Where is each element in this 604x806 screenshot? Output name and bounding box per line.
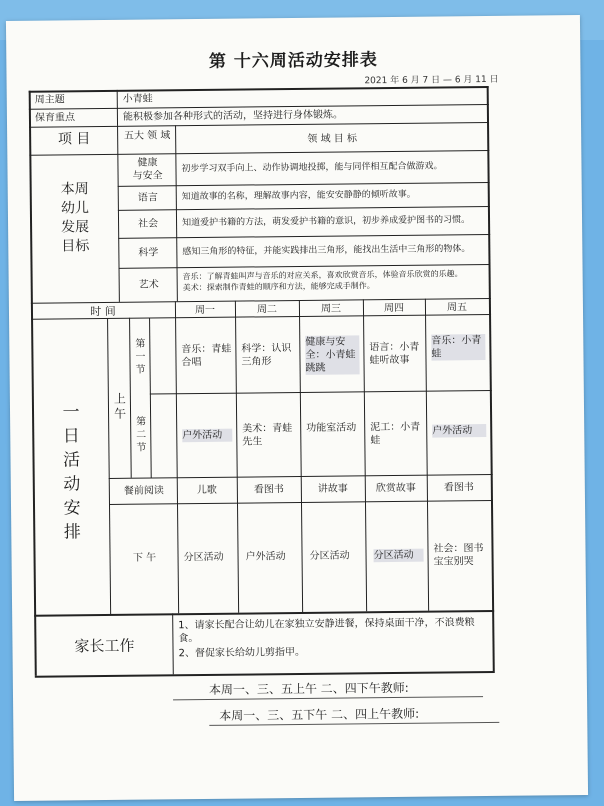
afternoon-tue: 户外活动 bbox=[245, 551, 286, 563]
theme-label: 周主题 bbox=[34, 94, 65, 106]
day-mon: 周一 bbox=[194, 304, 216, 317]
row-line bbox=[118, 182, 490, 187]
session1-mon: 音乐：青蛙合唱 bbox=[181, 343, 232, 369]
schedule-sheet bbox=[6, 15, 588, 801]
goal-text-language: 知道故事的名称，理解故事内容，能安安静静的倾听故事。 bbox=[181, 189, 416, 203]
reading-tue: 看图书 bbox=[253, 484, 284, 496]
day-tue: 周二 bbox=[256, 304, 278, 316]
session2-thu: 泥工：小青蛙 bbox=[370, 421, 421, 447]
day-thu: 周四 bbox=[383, 302, 405, 315]
goal-area-art: 艺术 bbox=[138, 279, 159, 291]
table-border-top bbox=[29, 86, 489, 93]
goal-area-health: 健康 与安全 bbox=[132, 157, 163, 182]
session1-label: 第 一 节 bbox=[135, 338, 146, 376]
afternoon-wed: 分区活动 bbox=[309, 550, 350, 562]
row-line bbox=[118, 234, 490, 239]
time-label: 时 间 bbox=[90, 304, 116, 319]
session2-wed: 功能室活动 bbox=[306, 422, 357, 434]
col-line bbox=[425, 299, 429, 611]
page-title: 第 十六周活动安排表 bbox=[208, 50, 378, 72]
goals-item-header: 项 目 bbox=[57, 131, 91, 148]
afternoon-thu: 分区活动 bbox=[373, 549, 423, 563]
session1-tue: 科学：认识三角形 bbox=[241, 343, 292, 368]
goal-area-social: 社会 bbox=[138, 218, 159, 230]
parents-label: 家长工作 bbox=[74, 636, 135, 656]
col-line bbox=[299, 300, 303, 612]
table-border-right bbox=[487, 86, 495, 671]
col-line bbox=[363, 299, 367, 611]
day-fri: 周五 bbox=[446, 302, 468, 314]
session2-mon: 户外活动 bbox=[182, 429, 232, 443]
goal-text-art: 音乐：了解青蛙叫声与音乐的对应关系，喜欢欣赏音乐，体验音乐欣赏的乐趣。 美术：探索制作青蛙的顺序和方法，能够完成手制作。 bbox=[182, 269, 463, 293]
session2-fri: 户外活动 bbox=[432, 424, 486, 438]
date-range: 2021 年 6 月 7 日 — 6 月 11 日 bbox=[364, 74, 499, 87]
focus-value: 能积极参加各种形式的活动，坚持进行身体锻炼。 bbox=[122, 109, 343, 123]
day-wed: 周三 bbox=[320, 303, 342, 315]
session2-label: 第 二 节 bbox=[136, 416, 147, 454]
afternoon-label: 下 午 bbox=[132, 552, 157, 564]
afternoon-mon: 分区活动 bbox=[183, 551, 224, 564]
goal-text-social: 知道爱护书籍的方法，萌发爱护书籍的意识，初步养成爱护图书的习惯。 bbox=[182, 215, 471, 229]
signature-line-1: 本周一、三、五上午 二、四下午教师: bbox=[208, 680, 409, 697]
session1-thu: 语言：小青蛙听故事 bbox=[369, 341, 420, 367]
goal-text-science: 感知三角形的特征，并能实践排出三角形，能找出生活中三角形的物体。 bbox=[182, 244, 471, 258]
row-line bbox=[118, 206, 490, 211]
row-line bbox=[150, 390, 492, 395]
session2-tue: 美术：青蛙先生 bbox=[242, 423, 293, 448]
reading-wed: 讲故事 bbox=[317, 483, 348, 495]
morning-label: 上 午 bbox=[113, 391, 127, 421]
table-border-left bbox=[29, 91, 37, 676]
session1-wed: 健康与安全：小青蛙跳跳 bbox=[305, 335, 359, 375]
table-border-bottom bbox=[35, 671, 495, 678]
goal-text-health: 初步学习双手向上、动作协调地投掷，能与同伴相互配合做游戏。 bbox=[181, 161, 443, 175]
goal-area-language: 语言 bbox=[137, 192, 158, 204]
session1-fri: 音乐：小青蛙 bbox=[431, 334, 485, 361]
schedule-side-label: 一 日 活 动 安 排 bbox=[62, 402, 81, 543]
col-line bbox=[175, 301, 179, 613]
row-line bbox=[29, 122, 489, 128]
reading-mon: 儿歌 bbox=[196, 484, 217, 497]
goals-targets-header: 领 域 目 标 bbox=[307, 133, 358, 145]
reading-fri: 看图书 bbox=[443, 482, 474, 494]
goal-area-science: 科学 bbox=[138, 247, 159, 259]
col-line bbox=[235, 301, 239, 613]
theme-value: 小青蛙 bbox=[122, 93, 153, 105]
reading-thu: 欣赏故事 bbox=[375, 482, 416, 495]
col-line bbox=[117, 90, 118, 126]
goals-side-label: 本周 幼儿 发展 目标 bbox=[60, 181, 90, 255]
parents-line-1: 1、请家长配合让幼儿在家独立安静进餐，保持桌面干净，不浪费粮食。 bbox=[178, 617, 475, 645]
parents-line-2: 2、督促家长给幼儿剪指甲。 bbox=[178, 646, 305, 660]
signature-line-2: 本周一、三、五下午 二、四上午教师: bbox=[219, 706, 420, 723]
afternoon-fri: 社会：图书宝宝别哭 bbox=[433, 543, 484, 568]
col-line bbox=[175, 125, 178, 301]
focus-label: 保育重点 bbox=[34, 112, 76, 124]
row-line bbox=[29, 150, 489, 156]
reading-label: 餐前阅读 bbox=[123, 485, 164, 497]
goals-areas-header: 五大 领 域 bbox=[123, 130, 171, 142]
